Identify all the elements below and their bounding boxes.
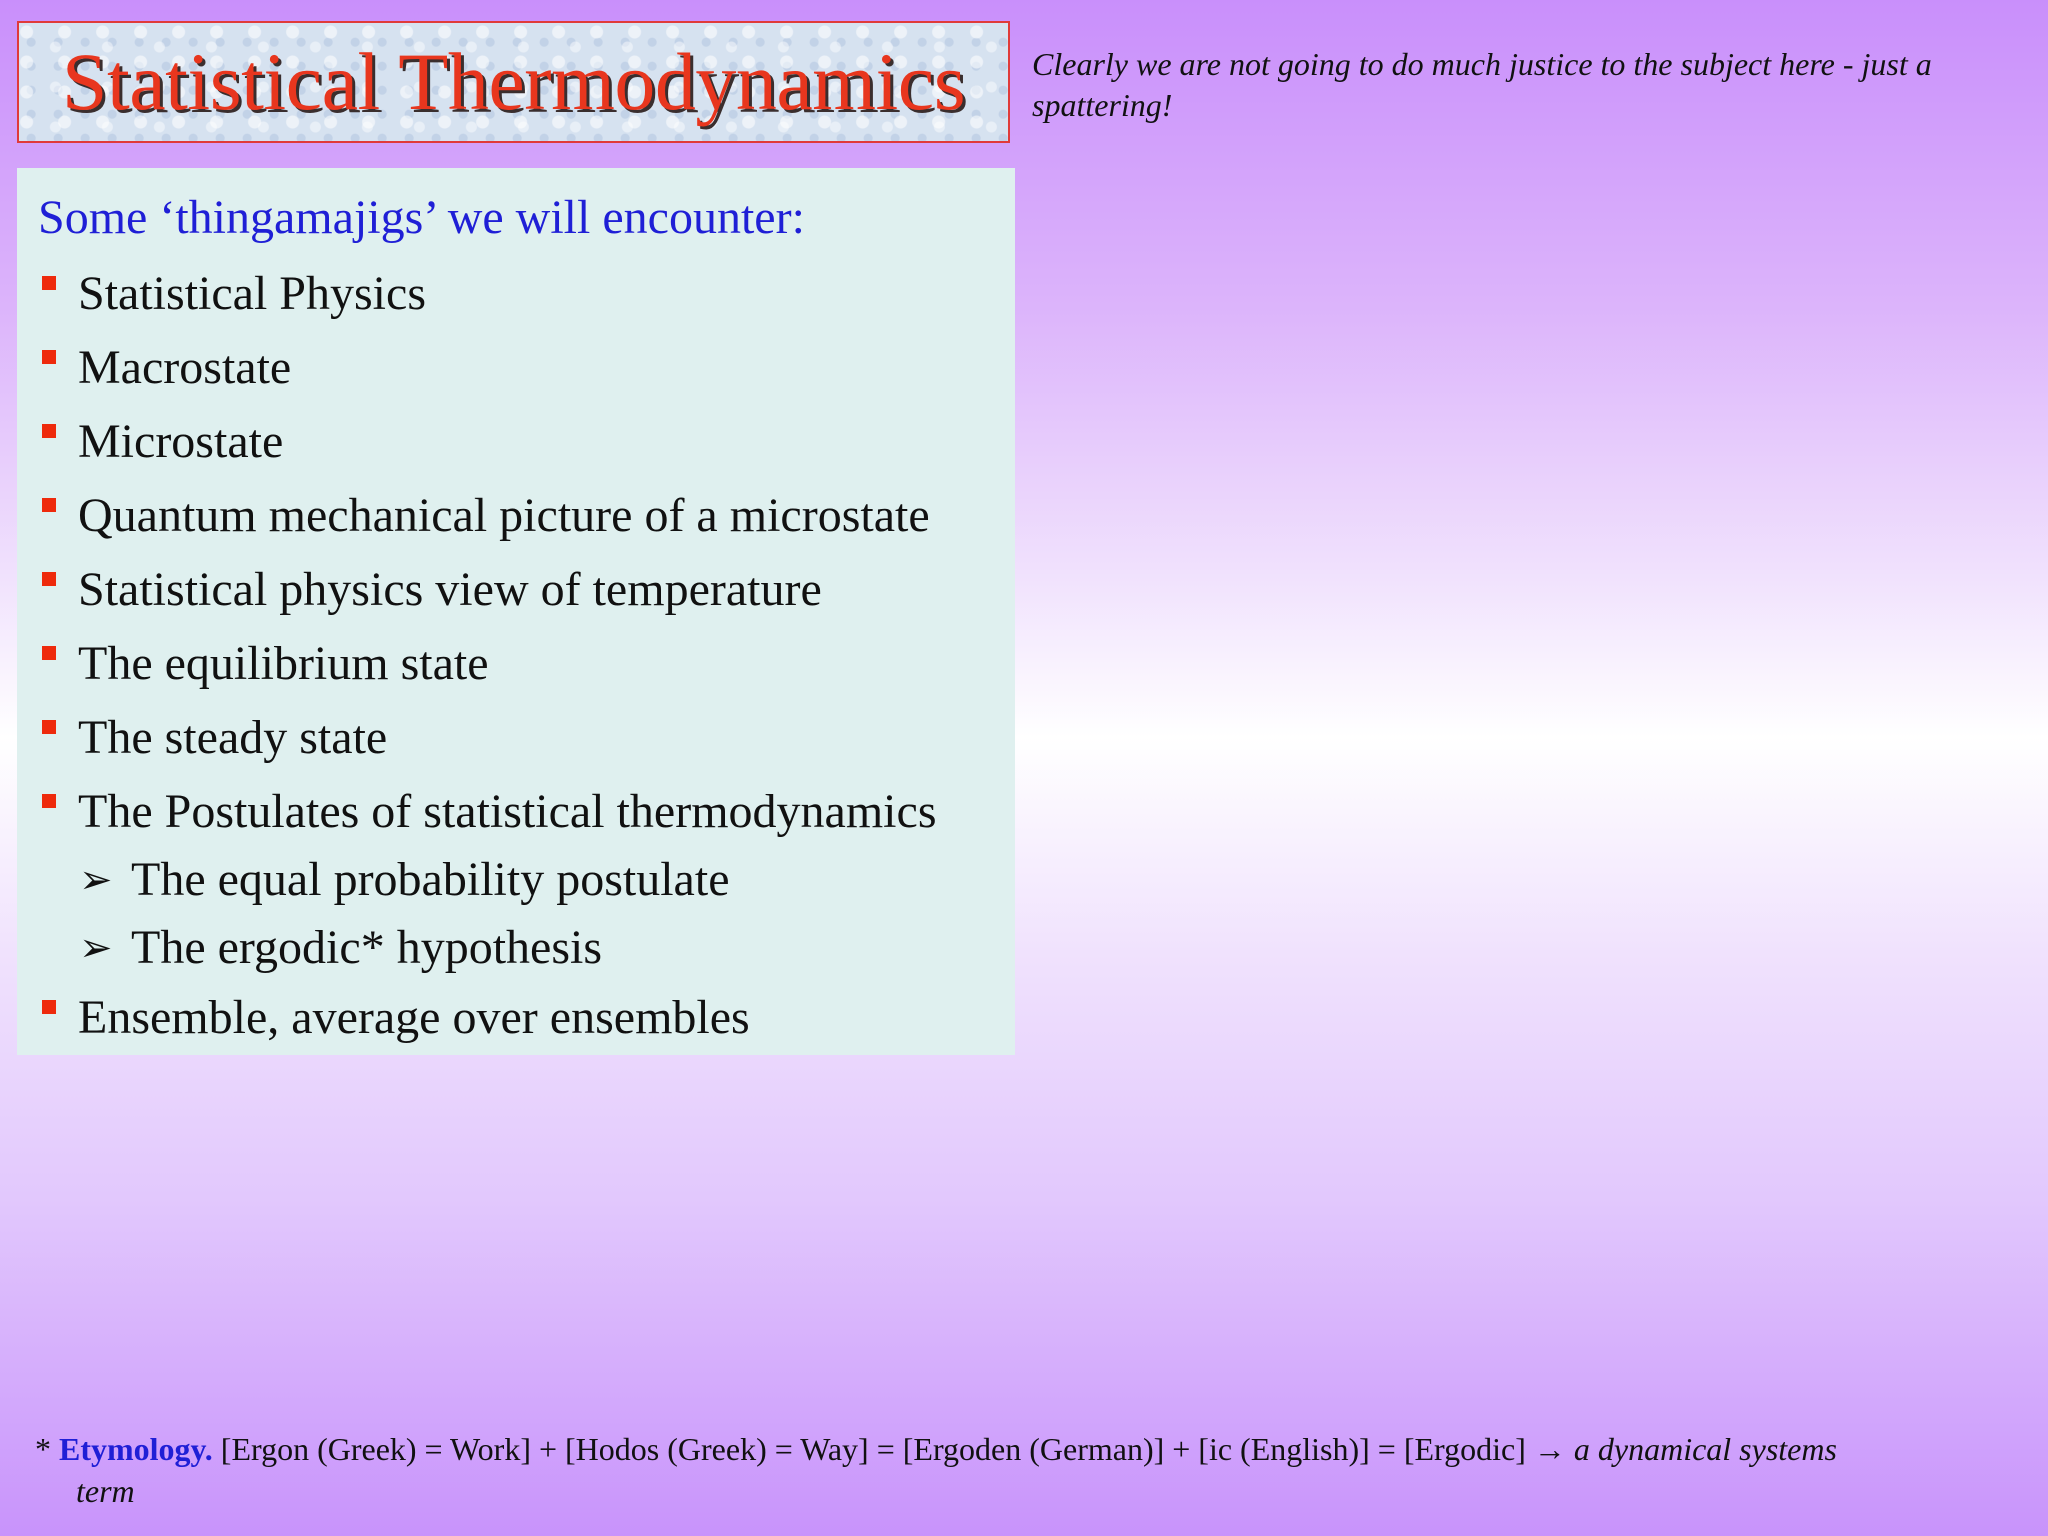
list-item-label: Quantum mechanical picture of a microstate (78, 489, 930, 542)
list-item-label: The equilibrium state (78, 637, 489, 690)
list-item-label: Statistical Physics (78, 267, 426, 320)
list-item-label: Statistical physics view of temperature (78, 563, 822, 616)
footnote-asterisk: * (35, 1431, 59, 1467)
title-box (17, 21, 1010, 143)
etymology-tail-continued: term (76, 1473, 135, 1509)
slide-title: Statistical Thermodynamics (61, 36, 966, 127)
bullet-square-icon (42, 276, 56, 290)
bullet-square-icon (42, 572, 56, 586)
bullet-square-icon (42, 424, 56, 438)
bullet-square-icon (42, 646, 56, 660)
list-item-label: Macrostate (78, 341, 292, 394)
list-item-label: The Postulates of statistical thermodynamics (78, 785, 937, 838)
bullet-square-icon (42, 1000, 56, 1014)
sub-list-item-label: The ergodic* hypothesis (131, 921, 603, 974)
list-item-label: The steady state (78, 711, 388, 764)
bullet-square-icon (42, 794, 56, 808)
intro-text: Some ‘thingamajigs’ we will encounter: (38, 191, 805, 244)
bullet-square-icon (42, 350, 56, 364)
bullet-square-icon (42, 498, 56, 512)
bullet-square-icon (42, 720, 56, 734)
list-item-label: Microstate (78, 415, 284, 468)
arrow-bullet-icon: ➢ (79, 925, 113, 971)
etymology-label: Etymology. (59, 1431, 213, 1467)
etymology-body: [Ergon (Greek) = Work] + [Hodos (Greek) = Way] = [Ergoden (German)] + [ic (English)] = [Ergodic] → (212, 1431, 1574, 1467)
side-note: Clearly we are not going to do much justice to the subject here - just a spattering! (1032, 46, 1932, 123)
etymology-tail: a dynamical systems (1573, 1431, 1837, 1467)
etymology-footnote (35, 1428, 2025, 1512)
list-item-label: Ensemble, average over ensembles (78, 991, 750, 1044)
sub-list-item-label: The equal probability postulate (131, 853, 730, 906)
arrow-bullet-icon: ➢ (79, 857, 113, 903)
content-box (17, 168, 1015, 1055)
